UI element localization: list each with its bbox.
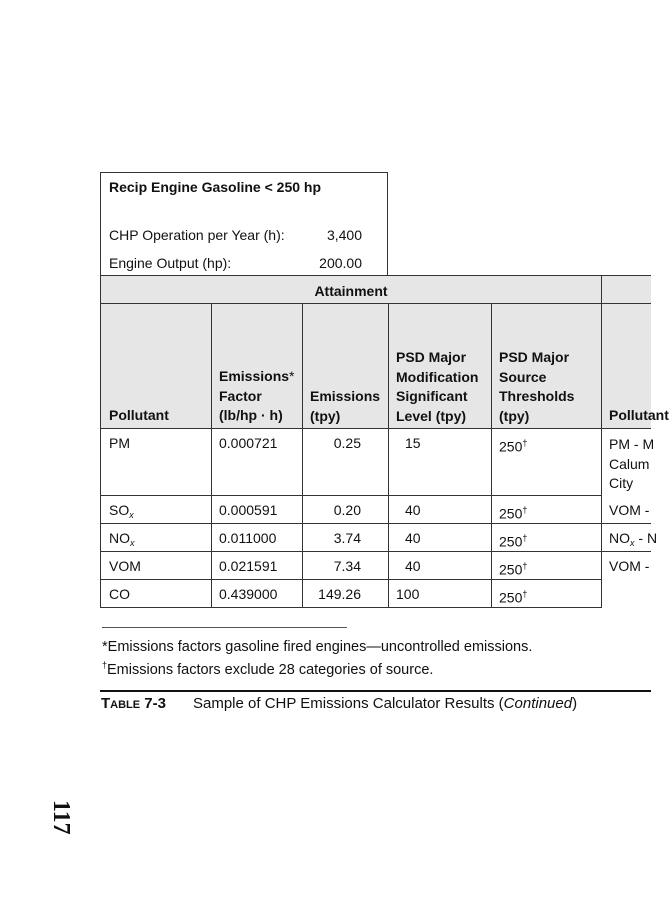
cell-pollutant: $SO_x$ [109,502,134,520]
cell-factor: 0.439000 [219,586,278,602]
engine-output-label: Engine Output (hp): [109,255,232,271]
cell-emissions: 3.74 [333,530,361,546]
table-left-border [100,275,101,608]
header-psd-modification: PSD Major Modification Significant Level (tpy) [396,349,479,424]
group-header-bottom-border [100,303,651,304]
cell-emissions: 149.26 [318,586,361,602]
info-box-title: Recip Engine Gasoline < 250 hp [109,179,322,195]
header-pollutant-2: Pollutant [609,407,669,423]
info-box-right-border [387,172,388,276]
footnote-rule [102,627,347,628]
cell-psd-mod: 40 [405,558,421,574]
cell-right-pollutant: VOM - [609,558,650,574]
cell-emissions: 0.25 [333,435,361,451]
column-divider [601,275,602,608]
cell-pollutant: $NO_x$ [109,530,135,548]
cell-psd-mod: 15 [405,435,421,451]
header-emissions-factor: Emissions* Factor (lb/hp · h) [219,368,295,423]
cell-emissions: 7.34 [333,558,361,574]
cell-factor: 0.000721 [219,435,278,451]
cell-right-pollutant: PM - M Calum City [609,436,655,491]
cell-pollutant: CO [109,586,130,602]
row-divider [100,551,651,552]
cell-factor: 0.021591 [219,558,278,574]
cell-factor: 0.011000 [219,530,277,546]
header-pollutant: Pollutant [109,407,169,423]
engine-output-value: 200.00 [319,255,362,271]
row-divider [100,523,651,524]
page-number: 117 [48,800,74,835]
cell-psd-mod: 40 [405,530,421,546]
cell-right-pollutant: $NO_x$ - N [609,530,658,548]
cell-psd-mod: 40 [405,502,421,518]
chp-operation-value: 3,400 [326,227,362,243]
footnote-dagger: †Emissions factors exclude 28 categories of source. [102,660,434,678]
column-divider [388,303,389,608]
column-divider [491,303,492,608]
cell-right-pollutant: VOM - [609,502,650,518]
cell-psd-src: 250† [499,589,528,606]
cell-pollutant: VOM [109,558,141,574]
column-header-bottom-border [100,428,651,429]
chp-operation-label: CHP Operation per Year (h): [109,227,285,243]
table-top-border [100,275,651,276]
row-divider [100,495,602,496]
cell-psd-mod: 100 [396,586,420,602]
header-psd-source: PSD Major Source Thresholds (tpy) [499,349,575,424]
table-bottom-border [100,607,602,608]
attainment-header: Attainment [314,283,388,299]
caption-text: Sample of CHP Emissions Calculator Results (Continued) [193,695,578,712]
cell-factor: 0.000591 [219,502,278,518]
cell-emissions: 0.20 [333,502,361,518]
cell-psd-src: 250† [499,505,528,522]
header-emissions: Emissions (tpy) [310,388,381,424]
caption-label: Table 7-3 [101,695,166,712]
row-divider [100,579,602,580]
footnote-star: *Emissions factors gasoline fired engines—uncontrolled emissions. [102,639,533,655]
caption-rule [100,690,651,692]
info-box-top-border [100,172,388,173]
column-divider [211,303,212,608]
cell-psd-src: 250† [499,561,528,578]
cell-psd-src: 250† [499,438,528,455]
cell-psd-src: 250† [499,533,528,550]
cell-pollutant: PM [109,435,130,451]
info-box-left-border [100,172,101,276]
